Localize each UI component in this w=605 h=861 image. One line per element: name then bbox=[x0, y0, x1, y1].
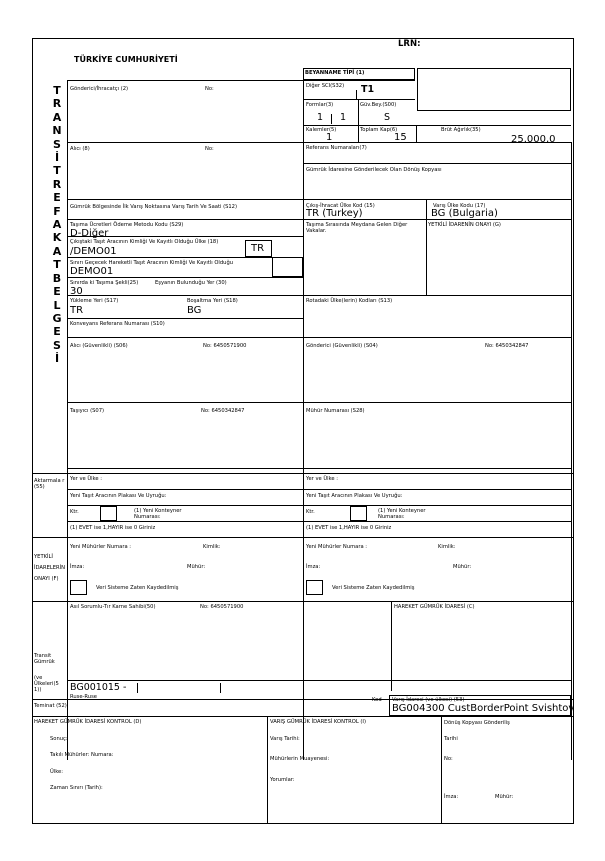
line bbox=[32, 716, 574, 717]
declaration-type-value: T1 bbox=[361, 84, 375, 95]
forms-label: Formlar(3) bbox=[306, 102, 334, 108]
line bbox=[220, 683, 221, 693]
guarantee-label: Teminat (52) bbox=[34, 703, 67, 709]
gross-mass-value: 25.000,0 bbox=[511, 134, 556, 145]
consignor-no-label: No: bbox=[205, 86, 214, 92]
right-column-border bbox=[571, 142, 572, 760]
line bbox=[32, 473, 574, 474]
place-country-label-right: Yer ve Ülke : bbox=[306, 476, 339, 482]
destination-country-value: BG (Bulgaria) bbox=[431, 208, 498, 219]
departure-office-label: HAREKET GÜMRÜK İDARESİ (C) bbox=[394, 604, 475, 610]
consignee-security-no: No: 6450571900 bbox=[203, 343, 247, 349]
line bbox=[67, 402, 571, 403]
other-sci-label: Diğer SCI(S32) bbox=[306, 83, 345, 89]
stamp-label: Mühür: bbox=[495, 794, 514, 800]
line bbox=[391, 601, 392, 691]
principal-no: No: 6450571900 bbox=[200, 604, 244, 610]
departure-vehicle-value: /DEMO01 bbox=[70, 246, 117, 257]
principal-label: Asıl Sorumlu-Tır Karne Sahibi(50) bbox=[70, 604, 156, 610]
middle-divider bbox=[303, 80, 304, 760]
carrier-label: Taşıyıcı (S07) bbox=[70, 408, 105, 414]
transhipment-label: Aktarmala r (55) bbox=[34, 478, 65, 490]
arrival-date-label: Varış Tarihi: bbox=[270, 736, 300, 742]
line bbox=[32, 601, 574, 602]
line bbox=[67, 277, 303, 278]
line bbox=[303, 163, 571, 164]
line bbox=[67, 236, 303, 237]
items-label: Kalemler(5) bbox=[306, 127, 337, 133]
identity-label-left: Kimlik: bbox=[203, 544, 221, 550]
line bbox=[67, 257, 303, 258]
new-container-label-right: (1) Yeni Konteyner Numarası: bbox=[378, 508, 426, 520]
line bbox=[32, 537, 574, 538]
authorized-office-label: YETKİLİ İDARENİN ONAYI (G) bbox=[428, 222, 501, 228]
remarks-label: Yorumlar: bbox=[270, 777, 295, 783]
seals-applied-label: Takılı Mühürler: Numara: bbox=[50, 752, 114, 758]
line bbox=[67, 142, 571, 143]
registered-label-right: Veri Sisteme Zaten Kaydedilmiş bbox=[332, 585, 415, 591]
line bbox=[356, 90, 357, 99]
lrn-label: LRN: bbox=[398, 39, 421, 49]
time-limit-label: Zaman Sınırı (Tarih): bbox=[50, 785, 103, 791]
new-seals-label-right: Yeni Mühürler Numara : bbox=[306, 544, 368, 550]
line bbox=[303, 683, 304, 693]
payment-method-label: Taşıma Ücretleri Ödeme Metodu Kodu (S29) bbox=[70, 222, 184, 228]
registered-checkbox-left[interactable] bbox=[70, 580, 87, 595]
gross-mass-label: Brüt Ağırlık(35) bbox=[441, 127, 481, 133]
ktr-label-right: Ktr. bbox=[306, 509, 315, 515]
consignor-security-label: Gönderici (Güvenlikli) (S04) bbox=[306, 343, 378, 349]
consignor-security-no: No: 6450342847 bbox=[485, 343, 529, 349]
line bbox=[416, 125, 417, 142]
line bbox=[67, 295, 571, 296]
seals-label: Mühür Numarası (S28) bbox=[306, 408, 365, 414]
border-transport-label: Sınırda ki Taşıma Şekli(25) bbox=[70, 280, 139, 286]
destination-office-value: BG004300 CustBorderPoint Svishtov bbox=[392, 703, 575, 714]
security-label: Güv.Bey.(S00) bbox=[360, 102, 397, 108]
line bbox=[137, 683, 138, 693]
stamp-label-right: Mühür: bbox=[453, 564, 472, 570]
signature-label-right: İmza: bbox=[306, 564, 321, 570]
loading-place-value: TR bbox=[70, 305, 84, 316]
departure-vehicle-label: Çıkıştaki Taşıt Aracının Kimliği Ve Kayıtlı Olduğu Ülke (18) bbox=[70, 239, 219, 245]
arrival-control-label: VARIŞ GÜMRÜK İDARESİ KONTROL (I) bbox=[270, 719, 366, 725]
line bbox=[331, 114, 332, 124]
line bbox=[67, 337, 571, 338]
place-country-label-left: Yer ve Ülke : bbox=[70, 476, 103, 482]
yes-no-label-right: (1) EVET ise 1,HAYIR ise 0 Giriniz bbox=[306, 525, 392, 531]
line bbox=[67, 199, 571, 200]
ktr-box-left bbox=[100, 506, 117, 521]
line bbox=[267, 716, 268, 824]
border-vehicle-country-box bbox=[272, 257, 303, 277]
goods-location-label: Eşyanın Bulunduğu Yer (30) bbox=[155, 280, 227, 286]
destination-country-label: Varış Ülke Kodu (17) bbox=[433, 203, 486, 209]
destination-office-label: Varış İdaresi (ve ülkesi) (53) bbox=[392, 697, 465, 703]
line bbox=[426, 199, 427, 219]
border-vehicle-value: DEMO01 bbox=[70, 266, 114, 277]
transit-office-sub: Ruse-Ruse bbox=[70, 694, 97, 700]
date-label: Tarihi bbox=[444, 736, 458, 742]
line bbox=[67, 80, 303, 81]
line bbox=[67, 219, 571, 220]
stamp-label-left: Mühür: bbox=[187, 564, 206, 570]
side-title: T R A N S İ T R E F A K A T B E L G E S İ bbox=[52, 84, 62, 366]
carrier-no: No: 6450342847 bbox=[201, 408, 245, 414]
ktr-box-right bbox=[350, 506, 367, 521]
security-value: S bbox=[384, 112, 391, 123]
conveyance-ref-label: Konveyans Referans Numarası (S10) bbox=[70, 321, 165, 327]
transit-customs-sub: (ve Ülkeleri(5 1)) bbox=[34, 675, 59, 693]
line bbox=[67, 521, 571, 522]
right-header-empty-box bbox=[417, 68, 571, 111]
reference-label: Referans Numaraları(7) bbox=[306, 145, 367, 151]
consignee-no-label: No: bbox=[205, 146, 214, 152]
country-title: TÜRKİYE CUMHURİYETİ bbox=[74, 55, 178, 64]
dispatch-country-value: TR (Turkey) bbox=[306, 208, 363, 219]
consignee-label: Alıcı (8) bbox=[70, 146, 90, 152]
forms-value-1: 1 bbox=[317, 112, 324, 123]
seal-inspection-label: Mühürlerin Muayenesi: bbox=[270, 756, 330, 762]
line bbox=[303, 80, 415, 81]
transport-customs-label: Taşıma Sırasında Meydana Gelen Diğer Vakalar. bbox=[306, 222, 408, 234]
line bbox=[303, 125, 571, 126]
new-seals-label-left: Yeni Mühürler Numara : bbox=[70, 544, 132, 550]
line bbox=[67, 505, 571, 506]
departure-vehicle-country: TR bbox=[251, 243, 265, 254]
code-label: Kod bbox=[372, 697, 382, 703]
departure-control-label: HAREKET GÜMRÜK İDARESİ KONTROL (D) bbox=[34, 719, 142, 725]
line bbox=[441, 716, 442, 824]
return-copy-sent-label: Dönüş Kopyası Gönderiliş bbox=[444, 720, 510, 726]
line bbox=[358, 99, 359, 126]
signature-label-left: İmza: bbox=[70, 564, 85, 570]
line bbox=[67, 318, 303, 319]
customs-office-label: Gümrük Bölgesinde İlk Varış Noktasına Varış Tarih Ve Saati (S12) bbox=[70, 204, 238, 210]
consignee-security-label: Alıcı (Güvenlikli) (S06) bbox=[70, 343, 128, 349]
new-container-label-left: (1) Yeni Konteyner Numarası: bbox=[134, 508, 182, 520]
dispatch-country-label: Çıkış-İhracat Ülke Kod (15) bbox=[306, 203, 375, 209]
line bbox=[67, 489, 571, 490]
items-value: 1 bbox=[326, 132, 333, 143]
loading-place-label: Yükleme Yeri (S17) bbox=[70, 298, 119, 304]
return-copy-label: Gümrük İdaresine Gönderilecek Olan Dönüş Kopyası bbox=[306, 167, 442, 173]
line bbox=[303, 99, 415, 100]
border-vehicle-label: Sınırı Geçecek Hareketli Taşıt Aracının Kimliği Ve Kayıtlı Olduğu bbox=[70, 260, 234, 266]
line bbox=[67, 468, 571, 469]
authority-label: YETKİLİ İDARELERİN ONAYI (F) bbox=[34, 554, 66, 582]
new-vehicle-label-right: Yeni Taşıt Aracının Plakası Ve Uyruğu: bbox=[306, 493, 403, 499]
consignor-label: Gönderici/İhracatçı (2) bbox=[70, 86, 129, 92]
ktr-label-left: Ktr. bbox=[70, 509, 79, 515]
no-label: No: bbox=[444, 756, 453, 762]
left-column-border bbox=[67, 80, 68, 760]
new-vehicle-label-left: Yeni Taşıt Aracının Plakası Ve Uyruğu: bbox=[70, 493, 167, 499]
unloading-place-value: BG bbox=[187, 305, 202, 316]
line bbox=[358, 125, 359, 142]
registered-label-left: Veri Sisteme Zaten Kaydedilmiş bbox=[96, 585, 179, 591]
packages-value: 15 bbox=[394, 132, 407, 143]
declaration-type-label: BEYANNAME TİPİ (1) bbox=[305, 70, 365, 76]
unloading-place-label: Boşaltma Yeri (S18) bbox=[187, 298, 238, 304]
transit-office-value: BG001015 - bbox=[70, 682, 127, 693]
registered-checkbox-right[interactable] bbox=[306, 580, 323, 595]
country-label: Ülke: bbox=[50, 769, 63, 775]
forms-value-2: 1 bbox=[340, 112, 347, 123]
transit-customs-label: Transit Gümrük bbox=[34, 653, 55, 665]
identity-label-right: Kimlik: bbox=[438, 544, 456, 550]
signature-label: İmza: bbox=[444, 794, 459, 800]
packages-label: Toplam Kap(6) bbox=[360, 127, 398, 133]
border-transport-value: 30 bbox=[70, 286, 83, 297]
payment-method-value: D-Diğer bbox=[70, 228, 109, 239]
yes-no-label-left: (1) EVET ise 1,HAYIR ise 0 Giriniz bbox=[70, 525, 156, 531]
route-countries-label: Rotadaki Ülke(lerin) Kodları (S13) bbox=[306, 298, 393, 304]
line bbox=[426, 219, 427, 295]
result-label: Sonuç: bbox=[50, 736, 68, 742]
line bbox=[67, 680, 571, 681]
